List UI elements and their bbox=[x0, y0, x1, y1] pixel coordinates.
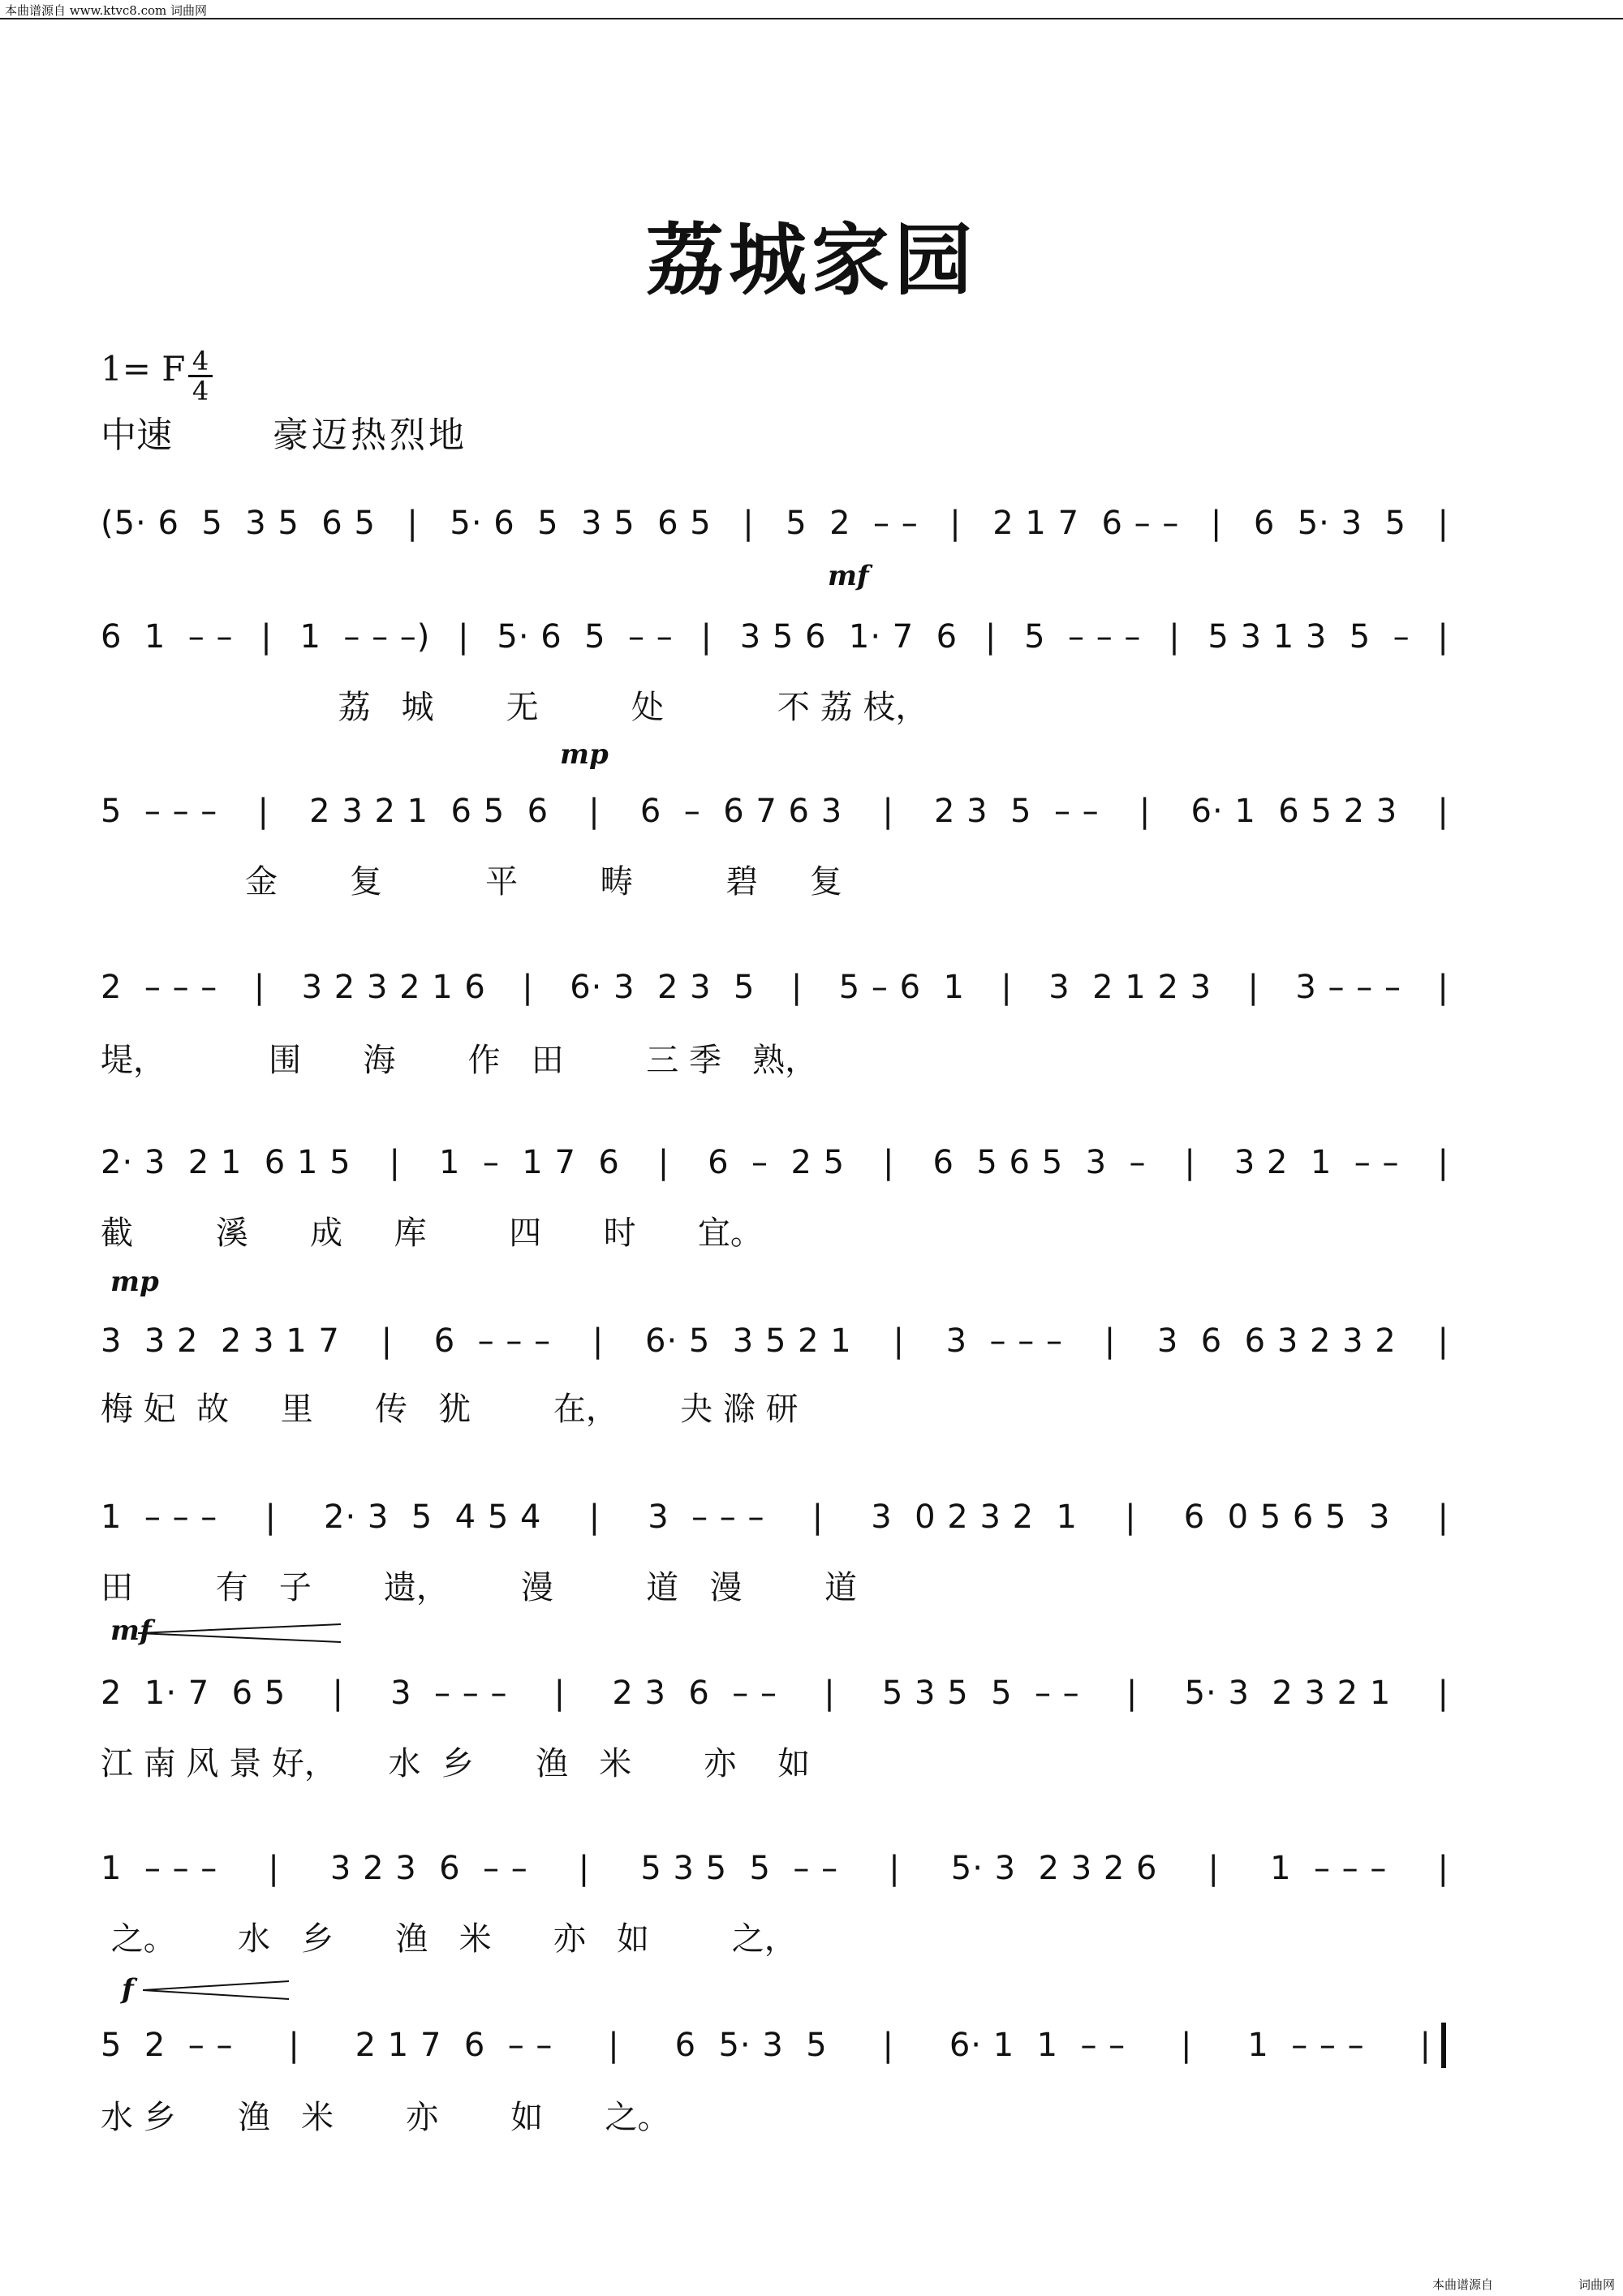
measure: 1 – – – bbox=[1247, 2027, 1365, 2064]
measure: 1 – – – bbox=[101, 1498, 218, 1536]
score-row-2 bbox=[101, 608, 1449, 665]
score-row-5 bbox=[101, 1134, 1449, 1191]
final-barline bbox=[1441, 2023, 1446, 2068]
measure: 6 – 6 7 6 3 bbox=[639, 793, 843, 830]
measure: 6· 1 6 5 2 3 bbox=[1190, 793, 1398, 830]
lyrics-row-9: 之。 水 乡 渔 米 亦 如 之， bbox=[101, 1920, 797, 1958]
notes-row-1: (5· 6 5 3 5 6 5 | 5· 6 5 3 5 6 5 | 5 2 – – | 2 1 7 6 – – | 6 5· 3 5 | bbox=[101, 505, 1449, 542]
measure: 2· 3 2 1 6 1 5 bbox=[101, 1144, 351, 1181]
page-title: 荔城家园 bbox=[646, 214, 977, 306]
measure: 5· 6 5 – – bbox=[497, 618, 674, 656]
score-row-3 bbox=[101, 783, 1449, 840]
notes-row-5: 2· 3 2 1 6 1 5 | 1 – 1 7 6 | 6 – 2 5 | 6 5 6 5 3 – | 3 2 1 – – | bbox=[101, 1144, 1449, 1181]
measure: 3 2 3 6 – – bbox=[329, 1850, 528, 1887]
measure: 1 – – –) bbox=[299, 618, 431, 656]
measure: 3 3 2 2 3 1 7 bbox=[101, 1322, 340, 1360]
score-row-1 bbox=[101, 495, 1449, 552]
lyrics-row-5: 截 溪 成 库 四 时 宜。 bbox=[101, 1215, 763, 1252]
measure: 3 6 6 3 2 3 2 bbox=[1156, 1322, 1397, 1360]
measure: (5· 6 5 3 5 6 5 bbox=[101, 505, 376, 542]
lyrics-row-8: 江 南 风 景 好， 水 乡 渔 米 亦 如 bbox=[101, 1745, 811, 1782]
tempo-expression: 豪迈热烈地 bbox=[273, 415, 467, 456]
measure: 1 – 1 7 6 bbox=[438, 1144, 620, 1181]
measure: 6 5· 3 5 bbox=[674, 2027, 828, 2064]
measure: 5 2 – – bbox=[786, 505, 919, 542]
measure: 5 3 5 5 – – bbox=[640, 1850, 839, 1887]
header-source: 本曲谱源自 www.ktvc8.com 词曲网 bbox=[5, 3, 208, 18]
lyrics-row-7: 田 有 子 遗， 漫 道 漫 道 bbox=[101, 1569, 858, 1606]
dynamic-mp: mp bbox=[110, 1266, 159, 1298]
measure: 5· 6 5 3 5 6 5 bbox=[450, 505, 712, 542]
crescendo-hairpin bbox=[138, 1623, 341, 1644]
measure: 5· 3 2 3 2 1 bbox=[1184, 1675, 1392, 1712]
measure: 3 – – – bbox=[1295, 969, 1401, 1006]
measure: 3 2 3 2 1 6 bbox=[301, 969, 486, 1006]
measure: 2 3 5 – – bbox=[934, 793, 1100, 830]
measure: 2 3 6 – – bbox=[612, 1675, 777, 1712]
notes-row-3: 5 – – – | 2 3 2 1 6 5 6 | 6 – 6 7 6 3 | 2 3 5 – – | 6· 1 6 5 2 3 | bbox=[101, 793, 1449, 830]
footer-right: 词曲网 bbox=[1578, 2277, 1615, 2292]
measure: 6· 5 3 5 2 1 bbox=[645, 1322, 852, 1360]
header-divider bbox=[0, 18, 1623, 19]
score-row-9 bbox=[101, 1840, 1449, 1897]
measure: 5 2 – – bbox=[101, 2027, 234, 2064]
measure: 6 5· 3 5 bbox=[1253, 505, 1406, 542]
measure: 5 3 1 3 5 – bbox=[1208, 618, 1410, 656]
notes-row-7: 1 – – – | 2· 3 5 4 5 4 | 3 – – – | 3 0 2 3 2 1 | 6 0 5 6 5 3 | bbox=[101, 1498, 1449, 1536]
measure: 2 – – – bbox=[101, 969, 218, 1006]
score-row-6 bbox=[101, 1313, 1449, 1369]
lyrics-row-4: 堤， 围 海 作 田 三 季 熟， bbox=[101, 1042, 818, 1079]
measure: 6· 3 2 3 5 bbox=[570, 969, 756, 1006]
measure: 1 – – – bbox=[101, 1850, 218, 1887]
measure: 3 – – – bbox=[648, 1498, 765, 1536]
time-signature-top: 4 bbox=[192, 346, 209, 376]
measure: 1 – – – bbox=[1270, 1850, 1388, 1887]
measure: 6 0 5 6 5 3 bbox=[1183, 1498, 1391, 1536]
measure: 2 1 7 6 – – bbox=[992, 505, 1180, 542]
tempo-speed: 中速 bbox=[101, 415, 172, 456]
notes-row-6: 3 3 2 2 3 1 7 | 6 – – – | 6· 5 3 5 2 1 | 3 – – – | 3 6 6 3 2 3 2 | bbox=[101, 1322, 1449, 1360]
dynamic-f: f bbox=[122, 1973, 134, 2006]
footer-left: 本曲谱源自 bbox=[1431, 2277, 1493, 2292]
measure: 6 5 6 5 3 – bbox=[932, 1144, 1147, 1181]
notes-row-10: 5 2 – – | 2 1 7 6 – – | 6 5· 3 5 | 6· 1 1 – – | 1 – – – | bbox=[101, 2027, 1431, 2064]
measure: 5 – – – bbox=[101, 793, 218, 830]
notes-row-4: 2 – – – | 3 2 3 2 1 6 | 6· 3 2 3 5 | 5 – 6 1 | 3 2 1 2 3 | 3 – – – | bbox=[101, 969, 1449, 1006]
dynamic-mf: mf bbox=[110, 1615, 152, 1647]
measure: 6 1 – – bbox=[101, 618, 234, 656]
measure: 3 – – – bbox=[390, 1675, 508, 1712]
measure: 3 2 1 – – bbox=[1233, 1144, 1400, 1181]
measure: 5 – – – bbox=[1024, 618, 1142, 656]
lyrics-row-10: 水 乡 渔 米 亦 如 之。 bbox=[101, 2099, 670, 2136]
measure: 2 1 7 6 – – bbox=[355, 2027, 553, 2064]
measure: 3 5 6 1· 7 6 bbox=[739, 618, 958, 656]
measure: 5· 3 2 3 2 6 bbox=[950, 1850, 1158, 1887]
lyrics-row-3: 金 复 平 畴 碧 复 bbox=[101, 863, 842, 901]
measure: 6· 1 1 – – bbox=[949, 2027, 1126, 2064]
measure: 2· 3 5 4 5 4 bbox=[324, 1498, 542, 1536]
score-row-8 bbox=[101, 1665, 1449, 1722]
score-row-7 bbox=[101, 1489, 1449, 1546]
measure: 5 – 6 1 bbox=[838, 969, 965, 1006]
key-signature: 1= F bbox=[101, 349, 186, 389]
time-signature-bottom: 4 bbox=[192, 376, 209, 406]
measure: 6 – 2 5 bbox=[708, 1144, 846, 1181]
measure: 5 3 5 5 – – bbox=[881, 1675, 1080, 1712]
lyrics-row-2: 荔 城 无 处 不 荔 枝， bbox=[101, 689, 928, 726]
notes-row-9: 1 – – – | 3 2 3 6 – – | 5 3 5 5 – – | 5· 3 2 3 2 6 | 1 – – – | bbox=[101, 1850, 1449, 1887]
crescendo-hairpin bbox=[143, 1980, 289, 2001]
measure: 2 3 2 1 6 5 6 bbox=[309, 793, 549, 830]
dynamic-mp: mp bbox=[560, 738, 609, 771]
measure: 2 1· 7 6 5 bbox=[101, 1675, 286, 1712]
measure: 6 – – – bbox=[433, 1322, 552, 1360]
notes-row-8: 2 1· 7 6 5 | 3 – – – | 2 3 6 – – | 5 3 5 5 – – | 5· 3 2 3 2 1 | bbox=[101, 1675, 1449, 1712]
lyrics-row-6: 梅 妃 故 里 传 犹 在， 夬 滁 研 bbox=[101, 1391, 799, 1428]
notes-row-2: 6 1 – – | 1 – – –) | 5· 6 5 – – | 3 5 6 1· 7 6 | 5 – – – | 5 3 1 3 5 – | bbox=[101, 618, 1449, 656]
score-row-10 bbox=[101, 2017, 1449, 2074]
dynamic-mf: mf bbox=[828, 560, 869, 592]
measure: 3 0 2 3 2 1 bbox=[871, 1498, 1078, 1536]
measure: 3 2 1 2 3 bbox=[1048, 969, 1212, 1006]
time-signature bbox=[187, 347, 214, 405]
measure: 3 – – – bbox=[945, 1322, 1063, 1360]
score-row-4 bbox=[101, 959, 1449, 1016]
